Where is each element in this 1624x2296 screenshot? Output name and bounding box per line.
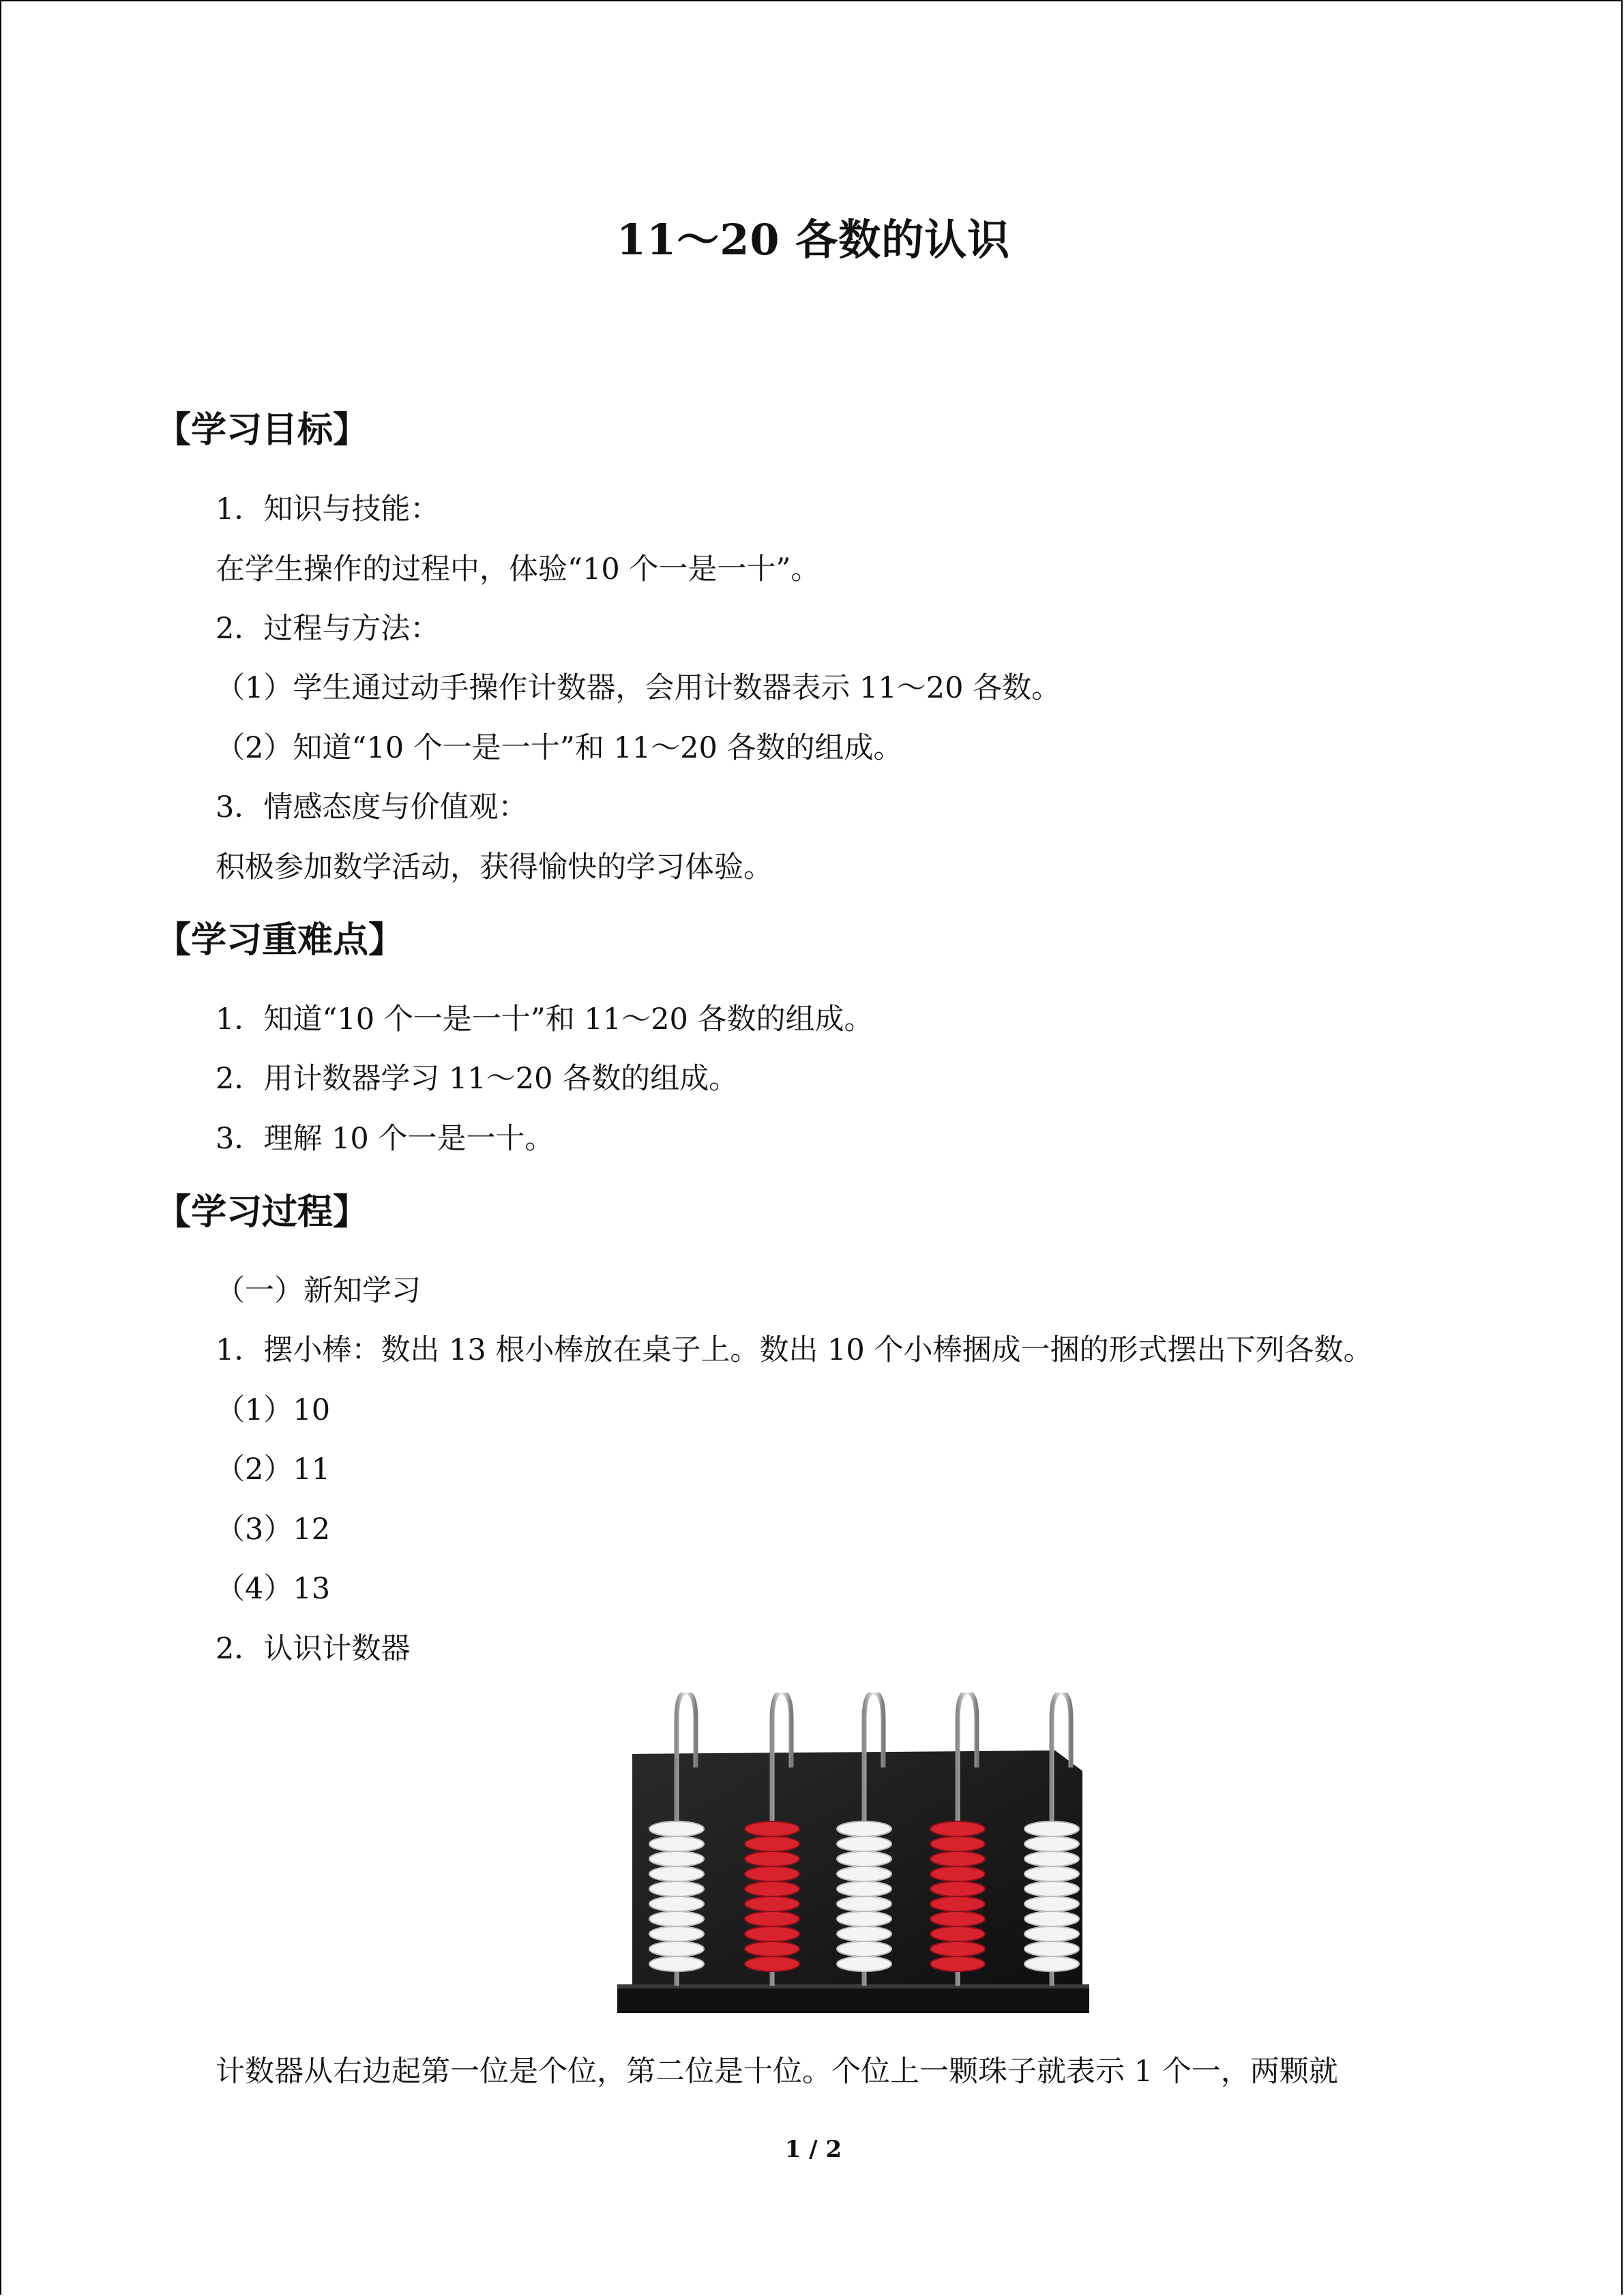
abacus-bead <box>1024 1821 1079 1836</box>
abacus-bead <box>837 1821 891 1836</box>
key-point-line: 1．知道“10 个一是一十”和 11～20 各数的组成。 <box>216 1002 874 1037</box>
key-point-line: 2．用计数器学习 11～20 各数的组成。 <box>216 1062 739 1096</box>
section-heading-goals: 【学习目标】 <box>156 410 369 451</box>
abacus-bead <box>745 1896 799 1911</box>
process-line: （1）10 <box>216 1393 331 1427</box>
abacus-bead <box>649 1926 704 1941</box>
abacus-bead <box>649 1821 704 1836</box>
goal-line: （1）学生通过动手操作计数器，会用计数器表示 11～20 各数。 <box>216 671 1061 705</box>
abacus-bead <box>1024 1851 1079 1866</box>
abacus-bead <box>930 1941 985 1956</box>
abacus-bead <box>649 1881 704 1896</box>
abacus-bead <box>745 1851 799 1866</box>
abacus-bead <box>649 1911 704 1926</box>
abacus-bead <box>649 1836 704 1851</box>
paragraph-counter-explanation: 计数器从右边起第一位是个位，第二位是十位。个位上一颗珠子就表示 1 个一，两颗就 <box>216 2055 1338 2089</box>
abacus-bead <box>1024 1881 1079 1896</box>
abacus-bead <box>930 1881 985 1896</box>
key-point-line: 3．理解 10 个一是一十。 <box>216 1122 555 1156</box>
abacus-bead <box>930 1851 985 1866</box>
goal-line: （2）知道“10 个一是一十”和 11～20 各数的组成。 <box>216 731 903 765</box>
abacus-bead <box>837 1956 891 1971</box>
abacus-base <box>617 1987 1089 2013</box>
abacus-bead <box>745 1866 799 1881</box>
abacus-bead <box>649 1851 704 1866</box>
abacus-bead <box>837 1926 891 1941</box>
abacus-bead <box>745 1821 799 1836</box>
section-heading-key-points: 【学习重难点】 <box>156 920 404 961</box>
process-line: （一）新知学习 <box>216 1274 421 1308</box>
goal-line: 3．情感态度与价值观： <box>216 790 528 824</box>
abacus-bead <box>745 1956 799 1971</box>
abacus-bead <box>1024 1956 1079 1971</box>
abacus-bead <box>745 1911 799 1926</box>
abacus-bead <box>745 1926 799 1941</box>
process-line: 1．摆小棒：数出 13 根小棒放在桌子上。数出 10 个小棒捆成一捆的形式摆出下列各数。 <box>216 1333 1373 1367</box>
process-line: （4）13 <box>216 1572 331 1606</box>
abacus-bead <box>649 1866 704 1881</box>
abacus-bead <box>930 1866 985 1881</box>
abacus-bead <box>930 1836 985 1851</box>
abacus-bead <box>837 1881 891 1896</box>
abacus-bead <box>930 1926 985 1941</box>
abacus-bead <box>1024 1866 1079 1881</box>
abacus-bead <box>1024 1896 1079 1911</box>
process-line: （3）12 <box>216 1512 331 1547</box>
abacus-bead <box>837 1851 891 1866</box>
process-line: 2．认识计数器 <box>216 1632 411 1666</box>
abacus-bead <box>930 1896 985 1911</box>
abacus-bead <box>837 1836 891 1851</box>
abacus-bead <box>745 1941 799 1956</box>
abacus-bead <box>837 1941 891 1956</box>
abacus-bead <box>930 1956 985 1971</box>
goal-line: 2．过程与方法： <box>216 612 440 646</box>
abacus-bead <box>1024 1941 1079 1956</box>
goal-line: 积极参加数学活动，获得愉快的学习体验。 <box>216 850 773 884</box>
goal-line: 在学生操作的过程中，体验“10 个一是一十”。 <box>216 552 821 586</box>
abacus-bead <box>837 1896 891 1911</box>
abacus-bead <box>930 1821 985 1836</box>
abacus-bead <box>930 1911 985 1926</box>
goal-line: 1．知识与技能： <box>216 492 440 526</box>
abacus-bead <box>745 1836 799 1851</box>
abacus-bead <box>745 1881 799 1896</box>
process-line: （2）11 <box>216 1452 331 1487</box>
abacus-image <box>612 1693 1089 2013</box>
abacus-bead <box>1024 1836 1079 1851</box>
abacus-bead <box>837 1866 891 1881</box>
abacus-bead <box>649 1896 704 1911</box>
section-heading-process: 【学习过程】 <box>156 1192 369 1233</box>
abacus-bead <box>649 1941 704 1956</box>
abacus-bead <box>649 1956 704 1971</box>
page-number: 1 / 2 <box>784 2136 842 2163</box>
abacus-bead <box>837 1911 891 1926</box>
page-title: 11～20 各数的认识 <box>616 215 1011 265</box>
abacus-bead <box>1024 1911 1079 1926</box>
abacus-bead <box>1024 1926 1079 1941</box>
